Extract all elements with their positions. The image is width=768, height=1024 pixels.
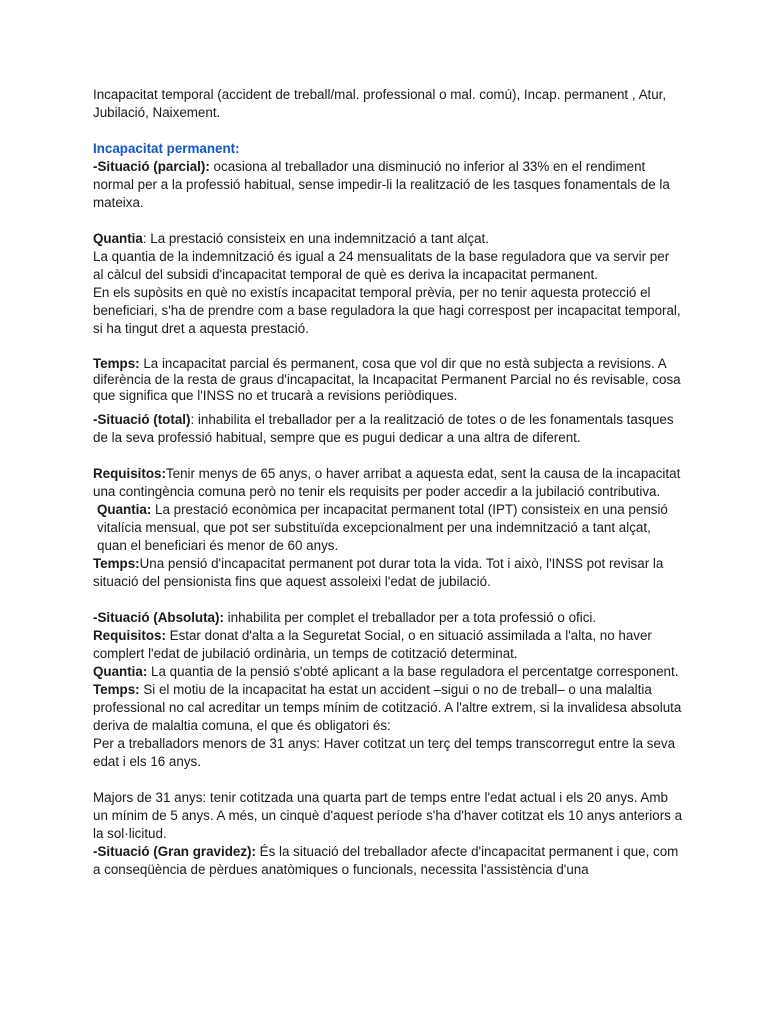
parcial-quantia-text: : La prestació consisteix en una indemnització a tant alçat. xyxy=(142,231,489,246)
absoluta-requisits-text: Estar donat d'alta a la Seguretat Social, o en situació assimilada a l'alta, no haver complert l'edat de jubilació ordinària, un temps de cotització determinat. xyxy=(93,628,652,661)
absoluta-menors: Per a treballadors menors de 31 anys: Haver cotitzat un terç del temps transcorregut entre la seva edat i els 16 anys. xyxy=(93,736,676,769)
absoluta-label: -Situació (Absoluta): xyxy=(93,610,224,625)
absoluta-temps-text: Si el motiu de la incapacitat ha estat un accident –sigui o no de treball– o una malaltia professional no cal acreditar un temps mínim de cotització. A l'altre extrem, si la invalidesa absoluta deriva de malaltia comuna, el que és obligatori és: xyxy=(93,682,682,733)
total-label: -Situació (total) xyxy=(93,412,191,427)
absoluta-quantia-text: La quantia de la pensió s'obté aplicant a la base reguladora el percentatge corresponent. xyxy=(147,664,679,679)
document-page xyxy=(93,86,683,879)
total-quantia-label: Quantia: xyxy=(97,502,152,517)
absoluta-temps xyxy=(93,681,683,735)
parcial-quantia-p2: La quantia de la indemnització és igual a 24 mensualitats de la base reguladora que va servir per al càlcul del subsidi d'incapacitat temporal de què es deriva la incapacitat permanent. xyxy=(93,249,670,282)
parcial-paragraph xyxy=(93,158,683,212)
absoluta-majors: Majors de 31 anys: tenir cotitzada una quarta part de temps entre l'edat actual i els 20 anys. Amb un mínim de 5 anys. A més, un cinquè d'aquest període s'ha d'haver cotitzat els 10 anys anteriors a la sol·licitud. xyxy=(93,790,683,841)
absoluta-quantia xyxy=(93,663,683,681)
gran-label: -Situació (Gran gravidez): xyxy=(93,844,256,859)
section-heading: Incapacitat permanent: xyxy=(93,141,240,156)
parcial-text: ocasiona al treballador una disminució no inferior al 33% en el rendiment normal per a la professió habitual, sense impedir-li la realització de les tasques fonamentals de la mateixa. xyxy=(93,159,670,210)
parcial-quantia-p3: En els supòsits en què no existís incapacitat temporal prèvia, per no tenir aquesta protecció el beneficiari, s'ha de prendre com a base reguladora la que hagi correspost per incapacitat temporal, si ha tingut dret a aquesta prestació. xyxy=(93,285,681,336)
total-temps xyxy=(93,555,683,591)
absoluta-requisits-label: Requisitos: xyxy=(93,628,166,643)
intro-paragraph: Incapacitat temporal (accident de treball/mal. professional o mal. comú), Incap. permanent , Atur, Jubilació, Naixement. xyxy=(93,87,667,120)
total-requisits-text: Tenir menys de 65 anys, o haver arribat a aquesta edat, sent la causa de la incapacitat una contingència comuna però no tenir els requisits per poder accedir a la jubilació contributiva. xyxy=(93,466,681,499)
absoluta-paragraph xyxy=(93,609,683,627)
total-quantia-text: La prestació econòmica per incapacitat permanent total (IPT) consisteix en una pensió vitalícia mensual, que pot ser substituïda excepcionalment per una indemnització a tant alçat, quan el beneficiari és menor de 60 anys. xyxy=(97,502,668,553)
parcial-temps-text: La incapacitat parcial és permanent, cosa que vol dir que no està subjecta a revisions. A diferència de la resta de graus d'incapacitat, la Incapacitat Permanent Parcial no és revisable, cosa que significa que l'INSS no et trucarà a revisions periòdiques. xyxy=(93,356,681,403)
absoluta-text: inhabilita per complet el treballador per a tota professió o ofici. xyxy=(223,610,597,625)
absoluta-quantia-label: Quantia: xyxy=(93,664,148,679)
gran-text: És la situació del treballador afecte d'incapacitat permanent i que, com a conseqüència de pèrdues anatòmiques o funcionals, necessita l'assistència d'una xyxy=(93,844,679,877)
total-requisits-label: Requisitos: xyxy=(93,466,166,481)
total-requisits xyxy=(93,465,683,501)
total-text: : inhabilita el treballador per a la realització de totes o de les fonamentals tasques de la seva professió habitual, sempre que es pugui dedicar a una altra de diferent. xyxy=(93,412,674,445)
gran-paragraph xyxy=(93,843,683,879)
absoluta-requisits xyxy=(93,627,683,663)
total-temps-label: Temps: xyxy=(93,556,140,571)
total-temps-text: Una pensió d'incapacitat permanent pot durar tota la vida. Tot i això, l'INSS pot revisar la situació del pensionista fins que aquest assoleixi l'edat de jubilació. xyxy=(93,556,664,589)
total-paragraph xyxy=(93,411,683,447)
parcial-quantia xyxy=(93,230,683,248)
parcial-label: -Situació (parcial): xyxy=(93,159,210,174)
absoluta-temps-label: Temps: xyxy=(93,682,140,697)
parcial-temps xyxy=(93,356,683,404)
total-quantia xyxy=(93,501,683,555)
parcial-temps-label: Temps: xyxy=(93,356,140,371)
parcial-quantia-label: Quantia xyxy=(93,231,143,246)
